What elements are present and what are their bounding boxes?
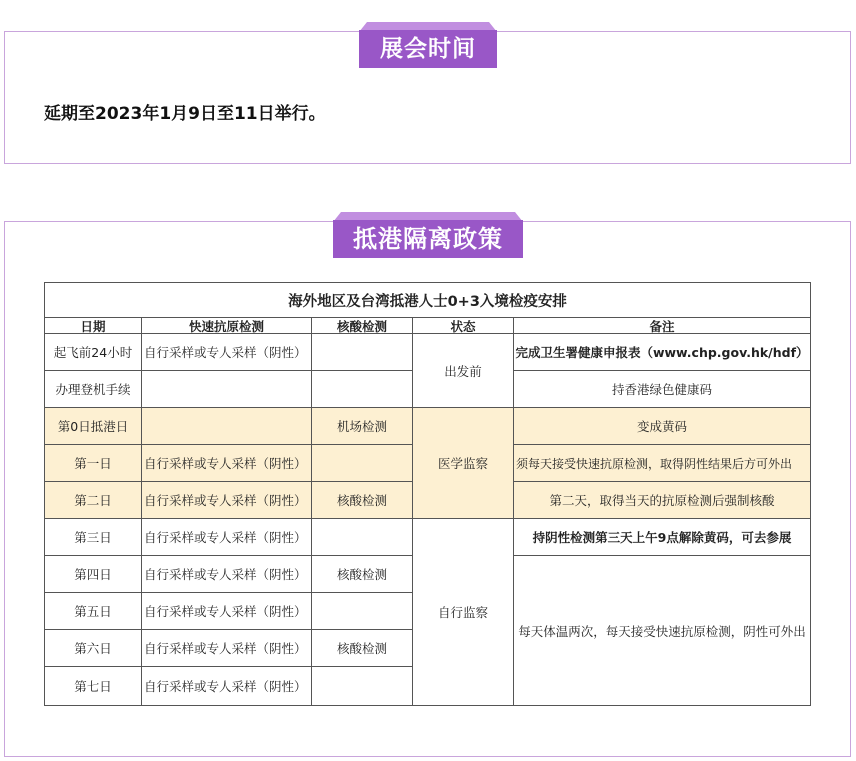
remark-daily-rapid-test: 须每天接受快速抗原检测，取得阴性结果后方可外出 [514, 445, 810, 482]
header-remarks: 备注 [514, 318, 810, 334]
row-rapid: 自行采样或专人采样（阴性） [142, 519, 312, 556]
row-rapid: 自行采样或专人采样（阴性） [142, 334, 312, 371]
row-date: 第一日 [45, 445, 142, 482]
row-nucleic [312, 371, 413, 408]
exhibition-time-text: 延期至2023年1月9日至11日举行。 [44, 104, 326, 124]
status-before-departure: 出发前 [413, 334, 514, 408]
row-nucleic [312, 334, 413, 371]
quarantine-policy-tab-label: 抵港隔离政策 [333, 220, 523, 258]
row-rapid: 自行采样或专人采样（阴性） [142, 593, 312, 630]
table-title: 海外地区及台湾抵港人士0+3入境检疫安排 [45, 283, 810, 318]
row-date: 第五日 [45, 593, 142, 630]
status-self-monitoring: 自行监察 [413, 519, 514, 705]
row-rapid [142, 408, 312, 445]
row-rapid: 自行采样或专人采样（阴性） [142, 630, 312, 667]
row-nucleic: 机场检测 [312, 408, 413, 445]
row-nucleic [312, 593, 413, 630]
header-status: 状态 [413, 318, 514, 334]
row-nucleic [312, 445, 413, 482]
exhibition-time-tab [359, 22, 497, 68]
row-date: 第二日 [45, 482, 142, 519]
row-rapid: 自行采样或专人采样（阴性） [142, 445, 312, 482]
row-date: 第六日 [45, 630, 142, 667]
remark-health-declaration: 完成卫生署健康申报表（www.chp.gov.hk/hdf） [514, 334, 810, 371]
row-date: 起飞前24小时 [45, 334, 142, 371]
header-nucleic-test: 核酸检测 [312, 318, 413, 334]
row-nucleic: 核酸检测 [312, 556, 413, 593]
row-nucleic [312, 519, 413, 556]
header-date: 日期 [45, 318, 142, 334]
quarantine-policy-tab [333, 212, 523, 258]
remark-day-two-nucleic: 第二天，取得当天的抗原检测后强制核酸 [514, 482, 810, 519]
row-nucleic [312, 667, 413, 705]
header-rapid-test: 快速抗原检测 [142, 318, 312, 334]
row-date: 第0日抵港日 [45, 408, 142, 445]
remark-self-monitoring: 每天体温两次，每天接受快速抗原检测，阴性可外出 [518, 623, 806, 639]
row-rapid: 自行采样或专人采样（阴性） [142, 667, 312, 705]
row-date: 办理登机手续 [45, 371, 142, 408]
row-date: 第四日 [45, 556, 142, 593]
row-rapid: 自行采样或专人采样（阴性） [142, 556, 312, 593]
row-rapid [142, 371, 312, 408]
row-nucleic: 核酸检测 [312, 482, 413, 519]
row-rapid: 自行采样或专人采样（阴性） [142, 482, 312, 519]
remark-day-three-release: 持阴性检测第三天上午9点解除黄码，可去参展 [514, 519, 810, 556]
status-medical-surveillance: 医学监察 [413, 408, 514, 519]
remark-yellow-code: 变成黄码 [514, 408, 810, 445]
exhibition-time-tab-label: 展会时间 [359, 30, 497, 68]
remark-green-code: 持香港绿色健康码 [514, 371, 810, 408]
row-date: 第七日 [45, 667, 142, 705]
row-nucleic: 核酸检测 [312, 630, 413, 667]
row-date: 第三日 [45, 519, 142, 556]
quarantine-arrangement-table [44, 282, 811, 706]
